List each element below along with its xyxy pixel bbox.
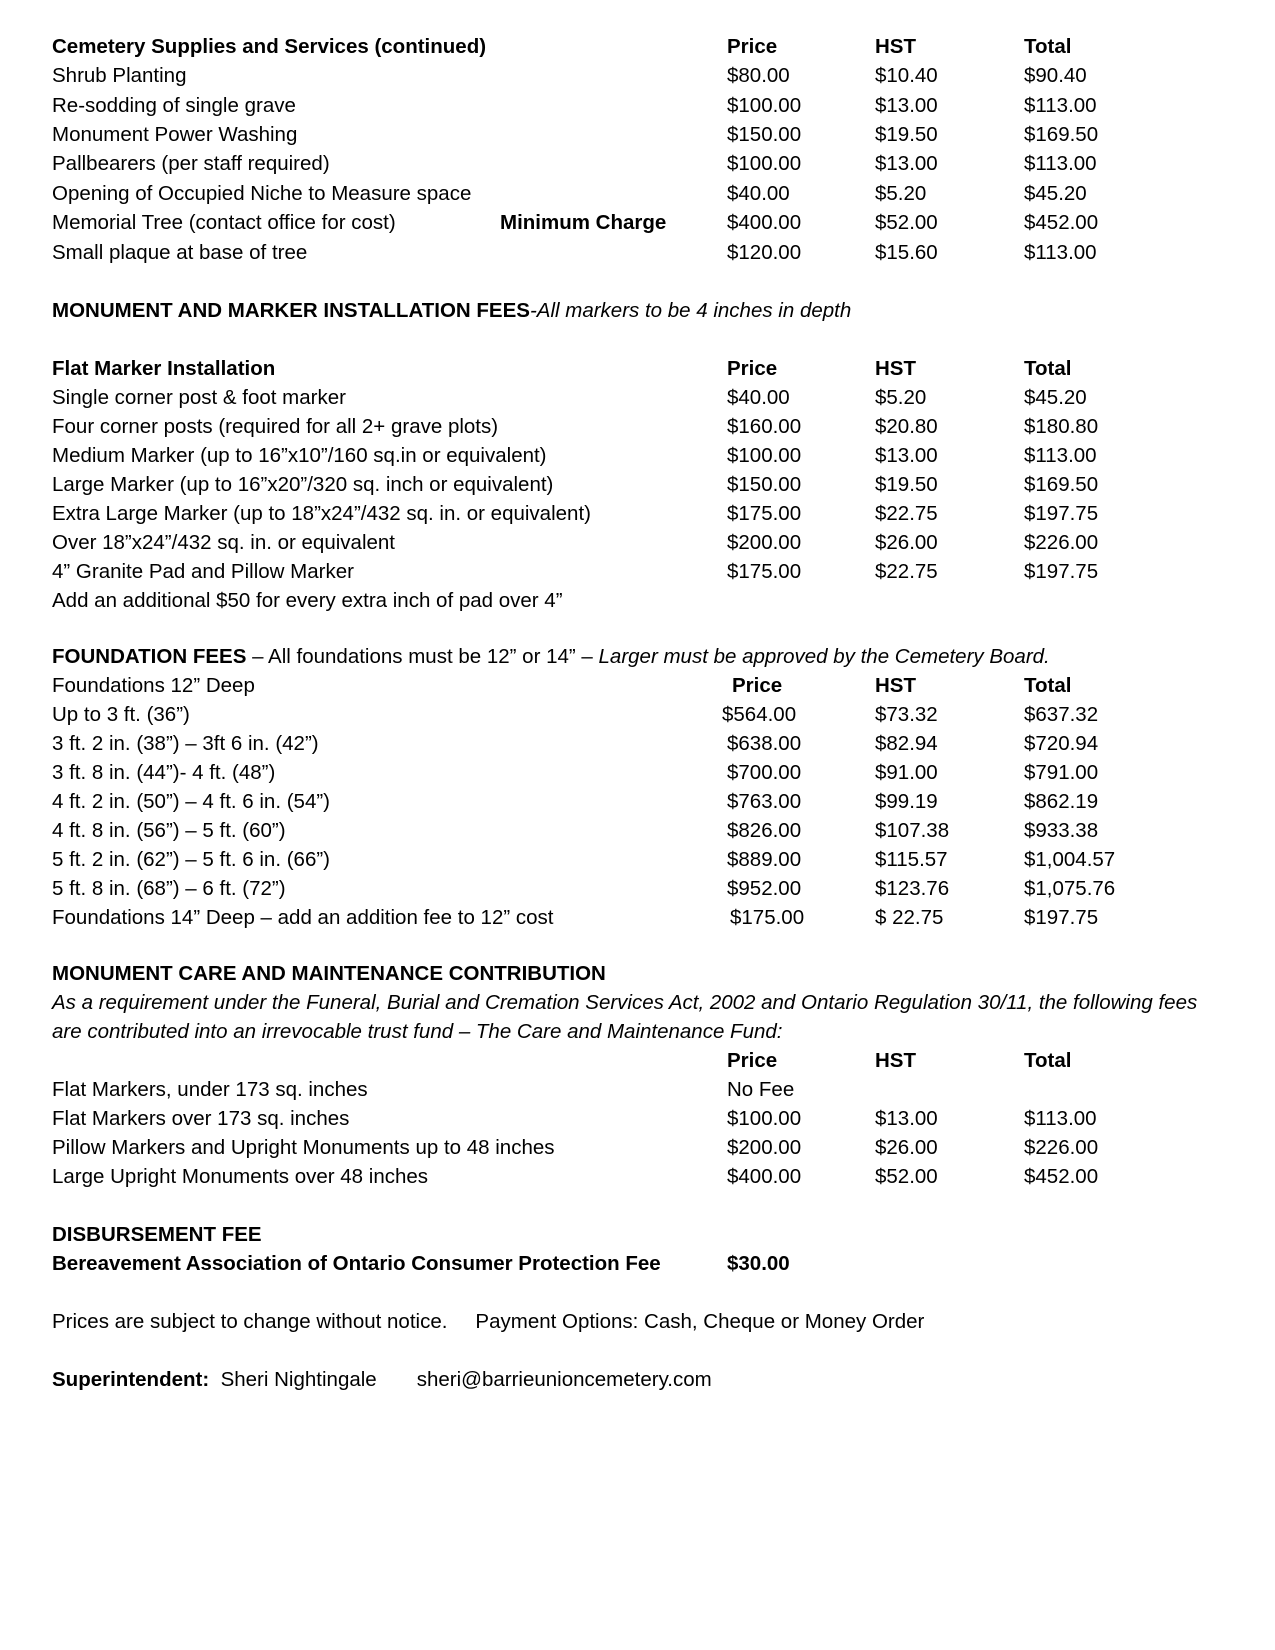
- total-header: Total: [1024, 1049, 1072, 1072]
- monument-subtitle: -All markers to be 4 inches in depth: [529, 299, 852, 322]
- table-row: [52, 499, 1232, 529]
- table-row: [52, 441, 1232, 471]
- row-price: $200.00: [727, 531, 802, 554]
- row-desc: Flat Markers over 173 sq. inches: [52, 1107, 350, 1130]
- row-price: $400.00: [727, 211, 802, 234]
- row-price: $175.00: [730, 906, 805, 929]
- row-price: $200.00: [727, 1136, 802, 1159]
- foundation-header-row: [52, 671, 1232, 701]
- row-hst: $13.00: [875, 444, 938, 467]
- row-hst: $19.50: [875, 473, 938, 496]
- table-row: [52, 91, 1232, 121]
- row-desc: Small plaque at base of tree: [52, 241, 308, 264]
- disbursement-price: $30.00: [727, 1252, 790, 1275]
- row-total: $1,075.76: [1024, 877, 1116, 900]
- row-total: $45.20: [1024, 386, 1087, 409]
- row-hst: $52.00: [875, 211, 938, 234]
- pad-extra-note: Add an additional $50 for every extra inch of pad over 4”: [52, 589, 563, 612]
- row-hst: $5.20: [875, 386, 927, 409]
- row-price: $952.00: [727, 877, 802, 900]
- row-total: $933.38: [1024, 819, 1099, 842]
- row-hst: $13.00: [875, 94, 938, 117]
- table-row: [52, 208, 1232, 238]
- table-row: [52, 874, 1232, 904]
- hst-header: HST: [875, 1049, 916, 1072]
- monument-section-heading: [52, 296, 1232, 326]
- row-total: $720.94: [1024, 732, 1099, 755]
- table-row: [52, 1162, 1232, 1192]
- row-desc: Large Upright Monuments over 48 inches: [52, 1165, 429, 1188]
- payment-options: Payment Options: Cash, Cheque or Money Order: [475, 1310, 925, 1333]
- row-total: $180.80: [1024, 415, 1099, 438]
- row-desc: Medium Marker (up to 16”x10”/160 sq.in or equivalent): [52, 444, 547, 467]
- row-price: $763.00: [727, 790, 802, 813]
- row-total: $226.00: [1024, 531, 1099, 554]
- row-total: $452.00: [1024, 1165, 1099, 1188]
- row-desc: 5 ft. 2 in. (62”) – 5 ft. 6 in. (66”): [52, 848, 331, 871]
- foundation-dash: –: [246, 645, 269, 668]
- table-row: [52, 557, 1232, 587]
- row-hst: $5.20: [875, 182, 927, 205]
- row-hst: $123.76: [875, 877, 950, 900]
- row-desc: 4 ft. 2 in. (50”) – 4 ft. 6 in. (54”): [52, 790, 331, 813]
- monument-title: MONUMENT AND MARKER INSTALLATION FEES: [52, 299, 530, 322]
- table-row: [52, 120, 1232, 150]
- price-header: Price: [732, 674, 783, 697]
- row-desc: Foundations 14” Deep – add an addition fee to 12” cost: [52, 906, 554, 929]
- row-price: $40.00: [727, 182, 790, 205]
- row-hst: $73.32: [875, 703, 938, 726]
- total-header: Total: [1024, 35, 1072, 58]
- row-desc: 3 ft. 2 in. (38”) – 3ft 6 in. (42”): [52, 732, 319, 755]
- row-desc: Single corner post & foot marker: [52, 386, 346, 409]
- row-price: $80.00: [727, 64, 790, 87]
- row-hst: $26.00: [875, 1136, 938, 1159]
- row-hst: $91.00: [875, 761, 938, 784]
- flat-marker-title: Flat Marker Installation: [52, 357, 276, 380]
- row-price: $100.00: [727, 152, 802, 175]
- row-total: $1,004.57: [1024, 848, 1116, 871]
- row-total: $90.40: [1024, 64, 1087, 87]
- row-total: $452.00: [1024, 211, 1099, 234]
- row-price: $175.00: [727, 560, 802, 583]
- row-total: $637.32: [1024, 703, 1099, 726]
- row-price: $100.00: [727, 1107, 802, 1130]
- price-header: Price: [727, 357, 778, 380]
- row-hst: $19.50: [875, 123, 938, 146]
- table-row: [52, 700, 1232, 730]
- price-header: Price: [727, 35, 778, 58]
- foundation-12-title: Foundations 12” Deep: [52, 674, 255, 697]
- flat-marker-header-row: [52, 354, 1232, 384]
- disbursement-desc: Bereavement Association of Ontario Consumer Protection Fee: [52, 1252, 661, 1275]
- total-header: Total: [1024, 674, 1072, 697]
- table-row: [52, 238, 1232, 268]
- table-row: [52, 1104, 1232, 1134]
- row-desc: 5 ft. 8 in. (68”) – 6 ft. (72”): [52, 877, 286, 900]
- disbursement-row: [52, 1249, 1232, 1279]
- row-desc: 3 ft. 8 in. (44”)- 4 ft. (48”): [52, 761, 276, 784]
- table-row: [52, 816, 1232, 846]
- row-price: $100.00: [727, 94, 802, 117]
- row-price: $40.00: [727, 386, 790, 409]
- row-price: $700.00: [727, 761, 802, 784]
- table-row: [52, 758, 1232, 788]
- row-hst: $115.57: [875, 848, 948, 871]
- row-price: $100.00: [727, 444, 802, 467]
- row-desc: Four corner posts (required for all 2+ grave plots): [52, 415, 499, 438]
- row-price: No Fee: [727, 1078, 795, 1101]
- superintendent-name: Sheri Nightingale: [220, 1368, 377, 1391]
- care-section-title: MONUMENT CARE AND MAINTENANCE CONTRIBUTION: [52, 962, 606, 985]
- disbursement-title: DISBURSEMENT FEE: [52, 1223, 262, 1246]
- row-desc: Flat Markers, under 173 sq. inches: [52, 1078, 368, 1101]
- row-desc: Re-sodding of single grave: [52, 94, 296, 117]
- table-row: [52, 528, 1232, 558]
- row-price: $120.00: [727, 241, 802, 264]
- row-hst: $10.40: [875, 64, 938, 87]
- row-hst: $20.80: [875, 415, 938, 438]
- foundation-text: All foundations must be 12” or 14” –: [268, 645, 599, 668]
- row-hst: $82.94: [875, 732, 938, 755]
- footer-notice-line: [52, 1307, 1232, 1337]
- table-row: [52, 412, 1232, 442]
- foundation-section-heading: [52, 642, 1232, 672]
- row-total: $197.75: [1024, 560, 1099, 583]
- table-row: [52, 1133, 1232, 1163]
- care-description-line2: are contributed into an irrevocable trust fund – The Care and Maintenance Fund:: [52, 1020, 783, 1043]
- table-row: [52, 470, 1232, 500]
- row-hst: $26.00: [875, 531, 938, 554]
- row-total: $113.00: [1024, 152, 1097, 175]
- row-price: $400.00: [727, 1165, 802, 1188]
- row-hst: $22.75: [875, 560, 938, 583]
- row-price: $160.00: [727, 415, 802, 438]
- row-hst: $15.60: [875, 241, 938, 264]
- foundation-title: FOUNDATION FEES: [52, 645, 247, 668]
- superintendent-line: [52, 1365, 1232, 1395]
- table-row: [52, 787, 1232, 817]
- row-hst: $52.00: [875, 1165, 938, 1188]
- row-price: $564.00: [722, 703, 797, 726]
- row-total: $169.50: [1024, 123, 1099, 146]
- row-desc: Pillow Markers and Upright Monuments up to 48 inches: [52, 1136, 555, 1159]
- row-hst: $13.00: [875, 1107, 938, 1130]
- supplies-title: Cemetery Supplies and Services (continued): [52, 35, 487, 58]
- row-total: $226.00: [1024, 1136, 1099, 1159]
- row-desc: Up to 3 ft. (36”): [52, 703, 190, 726]
- row-desc: 4 ft. 8 in. (56”) – 5 ft. (60”): [52, 819, 286, 842]
- price-header: Price: [727, 1049, 778, 1072]
- row-desc: Opening of Occupied Niche to Measure space: [52, 182, 472, 205]
- row-total: $113.00: [1024, 444, 1097, 467]
- row-desc: 4” Granite Pad and Pillow Marker: [52, 560, 354, 583]
- row-desc: Shrub Planting: [52, 64, 187, 87]
- row-total: $113.00: [1024, 1107, 1097, 1130]
- row-price: $175.00: [727, 502, 802, 525]
- hst-header: HST: [875, 35, 916, 58]
- row-total: $197.75: [1024, 906, 1099, 929]
- row-desc: Over 18”x24”/432 sq. in. or equivalent: [52, 531, 395, 554]
- foundation-approval-note: Larger must be approved by the Cemetery Board.: [598, 645, 1050, 668]
- row-total: $197.75: [1024, 502, 1099, 525]
- row-hst: $13.00: [875, 152, 938, 175]
- table-row: [52, 729, 1232, 759]
- row-price: $638.00: [727, 732, 802, 755]
- total-header: Total: [1024, 357, 1072, 380]
- table-row: [52, 149, 1232, 179]
- table-row: [52, 383, 1232, 413]
- minimum-charge-note: Minimum Charge: [500, 211, 667, 234]
- table-row: [52, 903, 1232, 933]
- hst-header: HST: [875, 674, 916, 697]
- table-row: [52, 1075, 1232, 1105]
- row-total: $862.19: [1024, 790, 1099, 813]
- row-price: $826.00: [727, 819, 802, 842]
- table-row: [52, 61, 1232, 91]
- hst-header: HST: [875, 357, 916, 380]
- row-total: $169.50: [1024, 473, 1099, 496]
- row-desc: Large Marker (up to 16”x20”/320 sq. inch or equivalent): [52, 473, 554, 496]
- superintendent-label: Superintendent:: [52, 1368, 210, 1391]
- row-price: $150.00: [727, 123, 802, 146]
- row-total: $113.00: [1024, 94, 1097, 117]
- price-change-notice: Prices are subject to change without notice.: [52, 1310, 448, 1333]
- care-header-row: [52, 1046, 1232, 1076]
- row-desc: Monument Power Washing: [52, 123, 298, 146]
- row-total: $791.00: [1024, 761, 1099, 784]
- care-description-line1: As a requirement under the Funeral, Burial and Cremation Services Act, 2002 and Ontario Regulation 30/11, the following fees: [52, 991, 1198, 1014]
- superintendent-email-link[interactable]: sheri@barrieunioncemetery.com: [416, 1368, 712, 1391]
- row-price: $150.00: [727, 473, 802, 496]
- row-desc: Memorial Tree (contact office for cost): [52, 211, 396, 234]
- row-hst: $ 22.75: [875, 906, 944, 929]
- row-hst: $99.19: [875, 790, 938, 813]
- row-hst: $107.38: [875, 819, 950, 842]
- supplies-header-row: [52, 32, 1232, 62]
- table-row: [52, 845, 1232, 875]
- row-total: $113.00: [1024, 241, 1097, 264]
- row-desc: Extra Large Marker (up to 18”x24”/432 sq. in. or equivalent): [52, 502, 591, 525]
- row-desc: Pallbearers (per staff required): [52, 152, 330, 175]
- row-price: $889.00: [727, 848, 802, 871]
- row-total: $45.20: [1024, 182, 1087, 205]
- row-hst: $22.75: [875, 502, 938, 525]
- table-row: [52, 179, 1232, 209]
